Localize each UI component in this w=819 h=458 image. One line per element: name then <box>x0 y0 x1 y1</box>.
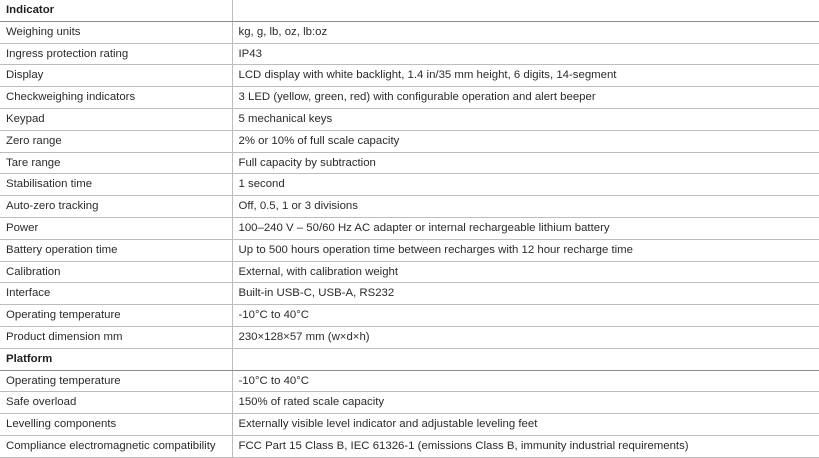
section-header-empty-cell <box>232 348 819 370</box>
spec-value: -10°C to 40°C <box>232 305 819 327</box>
spec-value: 1 second <box>232 174 819 196</box>
table-row <box>0 43 819 65</box>
table-row <box>0 65 819 87</box>
table-row <box>0 283 819 305</box>
spec-value: IP43 <box>232 43 819 65</box>
table-row <box>0 370 819 392</box>
spec-label: Power <box>0 217 232 239</box>
spec-label: Keypad <box>0 108 232 130</box>
spec-label: Display <box>0 65 232 87</box>
table-row <box>0 414 819 436</box>
spec-label: Operating temperature <box>0 305 232 327</box>
section-title: Indicator <box>0 0 232 21</box>
spec-label: Ingress protection rating <box>0 43 232 65</box>
spec-label: Checkweighing indicators <box>0 87 232 109</box>
spec-value: kg, g, lb, oz, lb:oz <box>232 21 819 43</box>
spec-label: Auto-zero tracking <box>0 196 232 218</box>
section-header-row <box>0 0 819 21</box>
table-row <box>0 108 819 130</box>
table-row <box>0 196 819 218</box>
spec-label: Weighing units <box>0 21 232 43</box>
section-header-row <box>0 348 819 370</box>
spec-value: 3 LED (yellow, green, red) with configurable operation and alert beeper <box>232 87 819 109</box>
spec-value: External, with calibration weight <box>232 261 819 283</box>
table-row <box>0 217 819 239</box>
section-title: Platform <box>0 348 232 370</box>
table-row <box>0 392 819 414</box>
spec-value: Built-in USB-C, USB-A, RS232 <box>232 283 819 305</box>
spec-value: 230×128×57 mm (w×d×h) <box>232 326 819 348</box>
spec-value: 5 mechanical keys <box>232 108 819 130</box>
spec-value: LCD display with white backlight, 1.4 in/35 mm height, 6 digits, 14-segment <box>232 65 819 87</box>
spec-value: Full capacity by subtraction <box>232 152 819 174</box>
spec-label: Levelling components <box>0 414 232 436</box>
spec-label: Tare range <box>0 152 232 174</box>
spec-label: Compliance electromagnetic compatibility <box>0 435 232 457</box>
spec-value: 150% of rated scale capacity <box>232 392 819 414</box>
spec-label: Operating temperature <box>0 370 232 392</box>
spec-label: Product dimension mm <box>0 326 232 348</box>
spec-label: Interface <box>0 283 232 305</box>
spec-label: Calibration <box>0 261 232 283</box>
spec-value: Externally visible level indicator and adjustable leveling feet <box>232 414 819 436</box>
spec-value: Off, 0.5, 1 or 3 divisions <box>232 196 819 218</box>
table-row <box>0 239 819 261</box>
spec-value: Up to 500 hours operation time between recharges with 12 hour recharge time <box>232 239 819 261</box>
table-row <box>0 152 819 174</box>
table-row <box>0 21 819 43</box>
spec-value: 2% or 10% of full scale capacity <box>232 130 819 152</box>
table-row <box>0 305 819 327</box>
table-row <box>0 435 819 457</box>
table-row <box>0 261 819 283</box>
spec-label: Zero range <box>0 130 232 152</box>
section-header-empty-cell <box>232 0 819 21</box>
spec-label: Battery operation time <box>0 239 232 261</box>
spec-value: FCC Part 15 Class B, IEC 61326-1 (emissions Class B, immunity industrial requirements) <box>232 435 819 457</box>
spec-value: -10°C to 40°C <box>232 370 819 392</box>
table-row <box>0 87 819 109</box>
spec-value: 100–240 V – 50/60 Hz AC adapter or internal rechargeable lithium battery <box>232 217 819 239</box>
table-row <box>0 174 819 196</box>
table-row <box>0 130 819 152</box>
spec-label: Safe overload <box>0 392 232 414</box>
table-row <box>0 326 819 348</box>
spec-label: Stabilisation time <box>0 174 232 196</box>
